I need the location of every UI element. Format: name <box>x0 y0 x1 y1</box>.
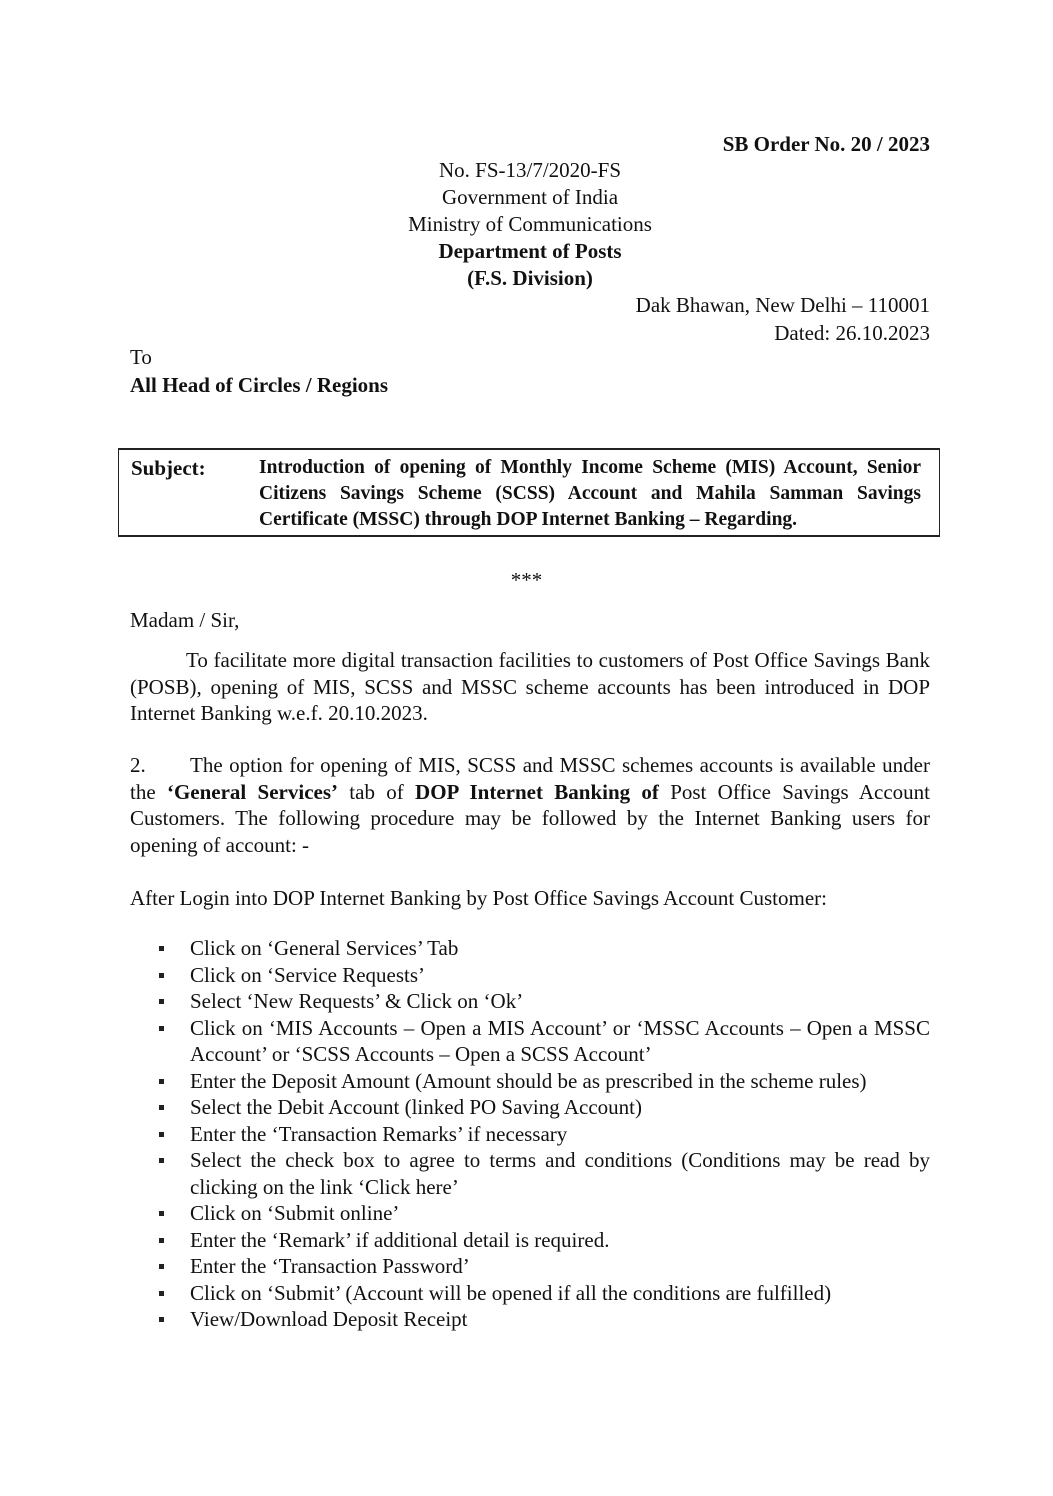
date: Dated: 26.10.2023 <box>774 321 930 345</box>
list-item: Click on ‘MIS Accounts – Open a MIS Account’ or ‘MSSC Accounts – Open a MSSC Account’ or ‘SCSS Accounts – Open a SCSS Account’ <box>130 1015 930 1068</box>
list-item: Enter the ‘Transaction Password’ <box>130 1253 930 1280</box>
list-item: Enter the ‘Transaction Remarks’ if necessary <box>130 1121 930 1148</box>
paragraph-1: To facilitate more digital transaction facilities to customers of Post Office Savings Bank (POSB), opening of MIS, SCSS and MSSC scheme accounts has been introduced in DOP Internet Banking w.e.f. 20.10.2023. <box>130 648 930 725</box>
paragraph-3: After Login into DOP Internet Banking by Post Office Savings Account Customer: <box>130 886 827 910</box>
paragraph-number: 2. <box>130 753 146 777</box>
list-item: Click on ‘Submit’ (Account will be opened if all the conditions are fulfilled) <box>130 1280 930 1307</box>
list-item: Click on ‘Service Requests’ <box>130 962 930 989</box>
list-item: View/Download Deposit Receipt <box>130 1306 930 1333</box>
greeting: Madam / Sir, <box>130 608 240 632</box>
recipient-block <box>130 343 388 399</box>
recipient: All Head of Circles / Regions <box>130 373 389 397</box>
procedure-list <box>130 935 930 1333</box>
bold-text: DOP Internet Banking of <box>415 779 659 804</box>
list-item: Select the check box to agree to terms and conditions (Conditions may be read by clicking on the link ‘Click here’ <box>130 1147 930 1200</box>
ministry: Ministry of Communications <box>408 212 652 236</box>
subject-text: Introduction of opening of Monthly Income Scheme (MIS) Account, Senior Citizens Savings Scheme (SCSS) Account and Mahila Samman Savings Certificate (MSSC) through DOP Internet Banking – Regarding. <box>259 457 921 530</box>
text: Post Office Savings Account Customers. The following procedure may be followed by the Internet Banking users for opening of account: - <box>130 779 930 857</box>
list-item: Select ‘New Requests’ & Click on ‘Ok’ <box>130 988 930 1015</box>
letterhead <box>330 157 730 292</box>
file-number: No. FS-13/7/2020-FS <box>438 158 622 182</box>
list-item: Enter the Deposit Amount (Amount should be as prescribed in the scheme rules) <box>130 1068 930 1095</box>
address-block <box>636 291 930 347</box>
subject-box <box>118 448 940 537</box>
department: Department of Posts <box>438 239 622 263</box>
separator: *** <box>510 568 543 592</box>
division: (F.S. Division) <box>467 266 593 290</box>
list-item: Enter the ‘Remark’ if additional detail is required. <box>130 1227 930 1254</box>
government: Government of India <box>441 185 619 209</box>
list-item: Click on ‘Submit online’ <box>130 1200 930 1227</box>
list-item: Select the Debit Account (linked PO Saving Account) <box>130 1094 930 1121</box>
paragraph-2 <box>130 752 930 858</box>
list-item: Click on ‘General Services’ Tab <box>130 935 930 962</box>
to-label: To <box>130 345 152 369</box>
address: Dak Bhawan, New Delhi – 110001 <box>635 293 930 317</box>
subject-label: Subject: <box>131 456 206 480</box>
order-number: SB Order No. 20 / 2023 <box>722 132 930 156</box>
text: The option for opening of MIS, SCSS and MSSC schemes accounts is available under the <box>130 753 930 804</box>
text: tab of <box>338 779 416 804</box>
bold-text: ‘General Services’ <box>166 779 339 804</box>
